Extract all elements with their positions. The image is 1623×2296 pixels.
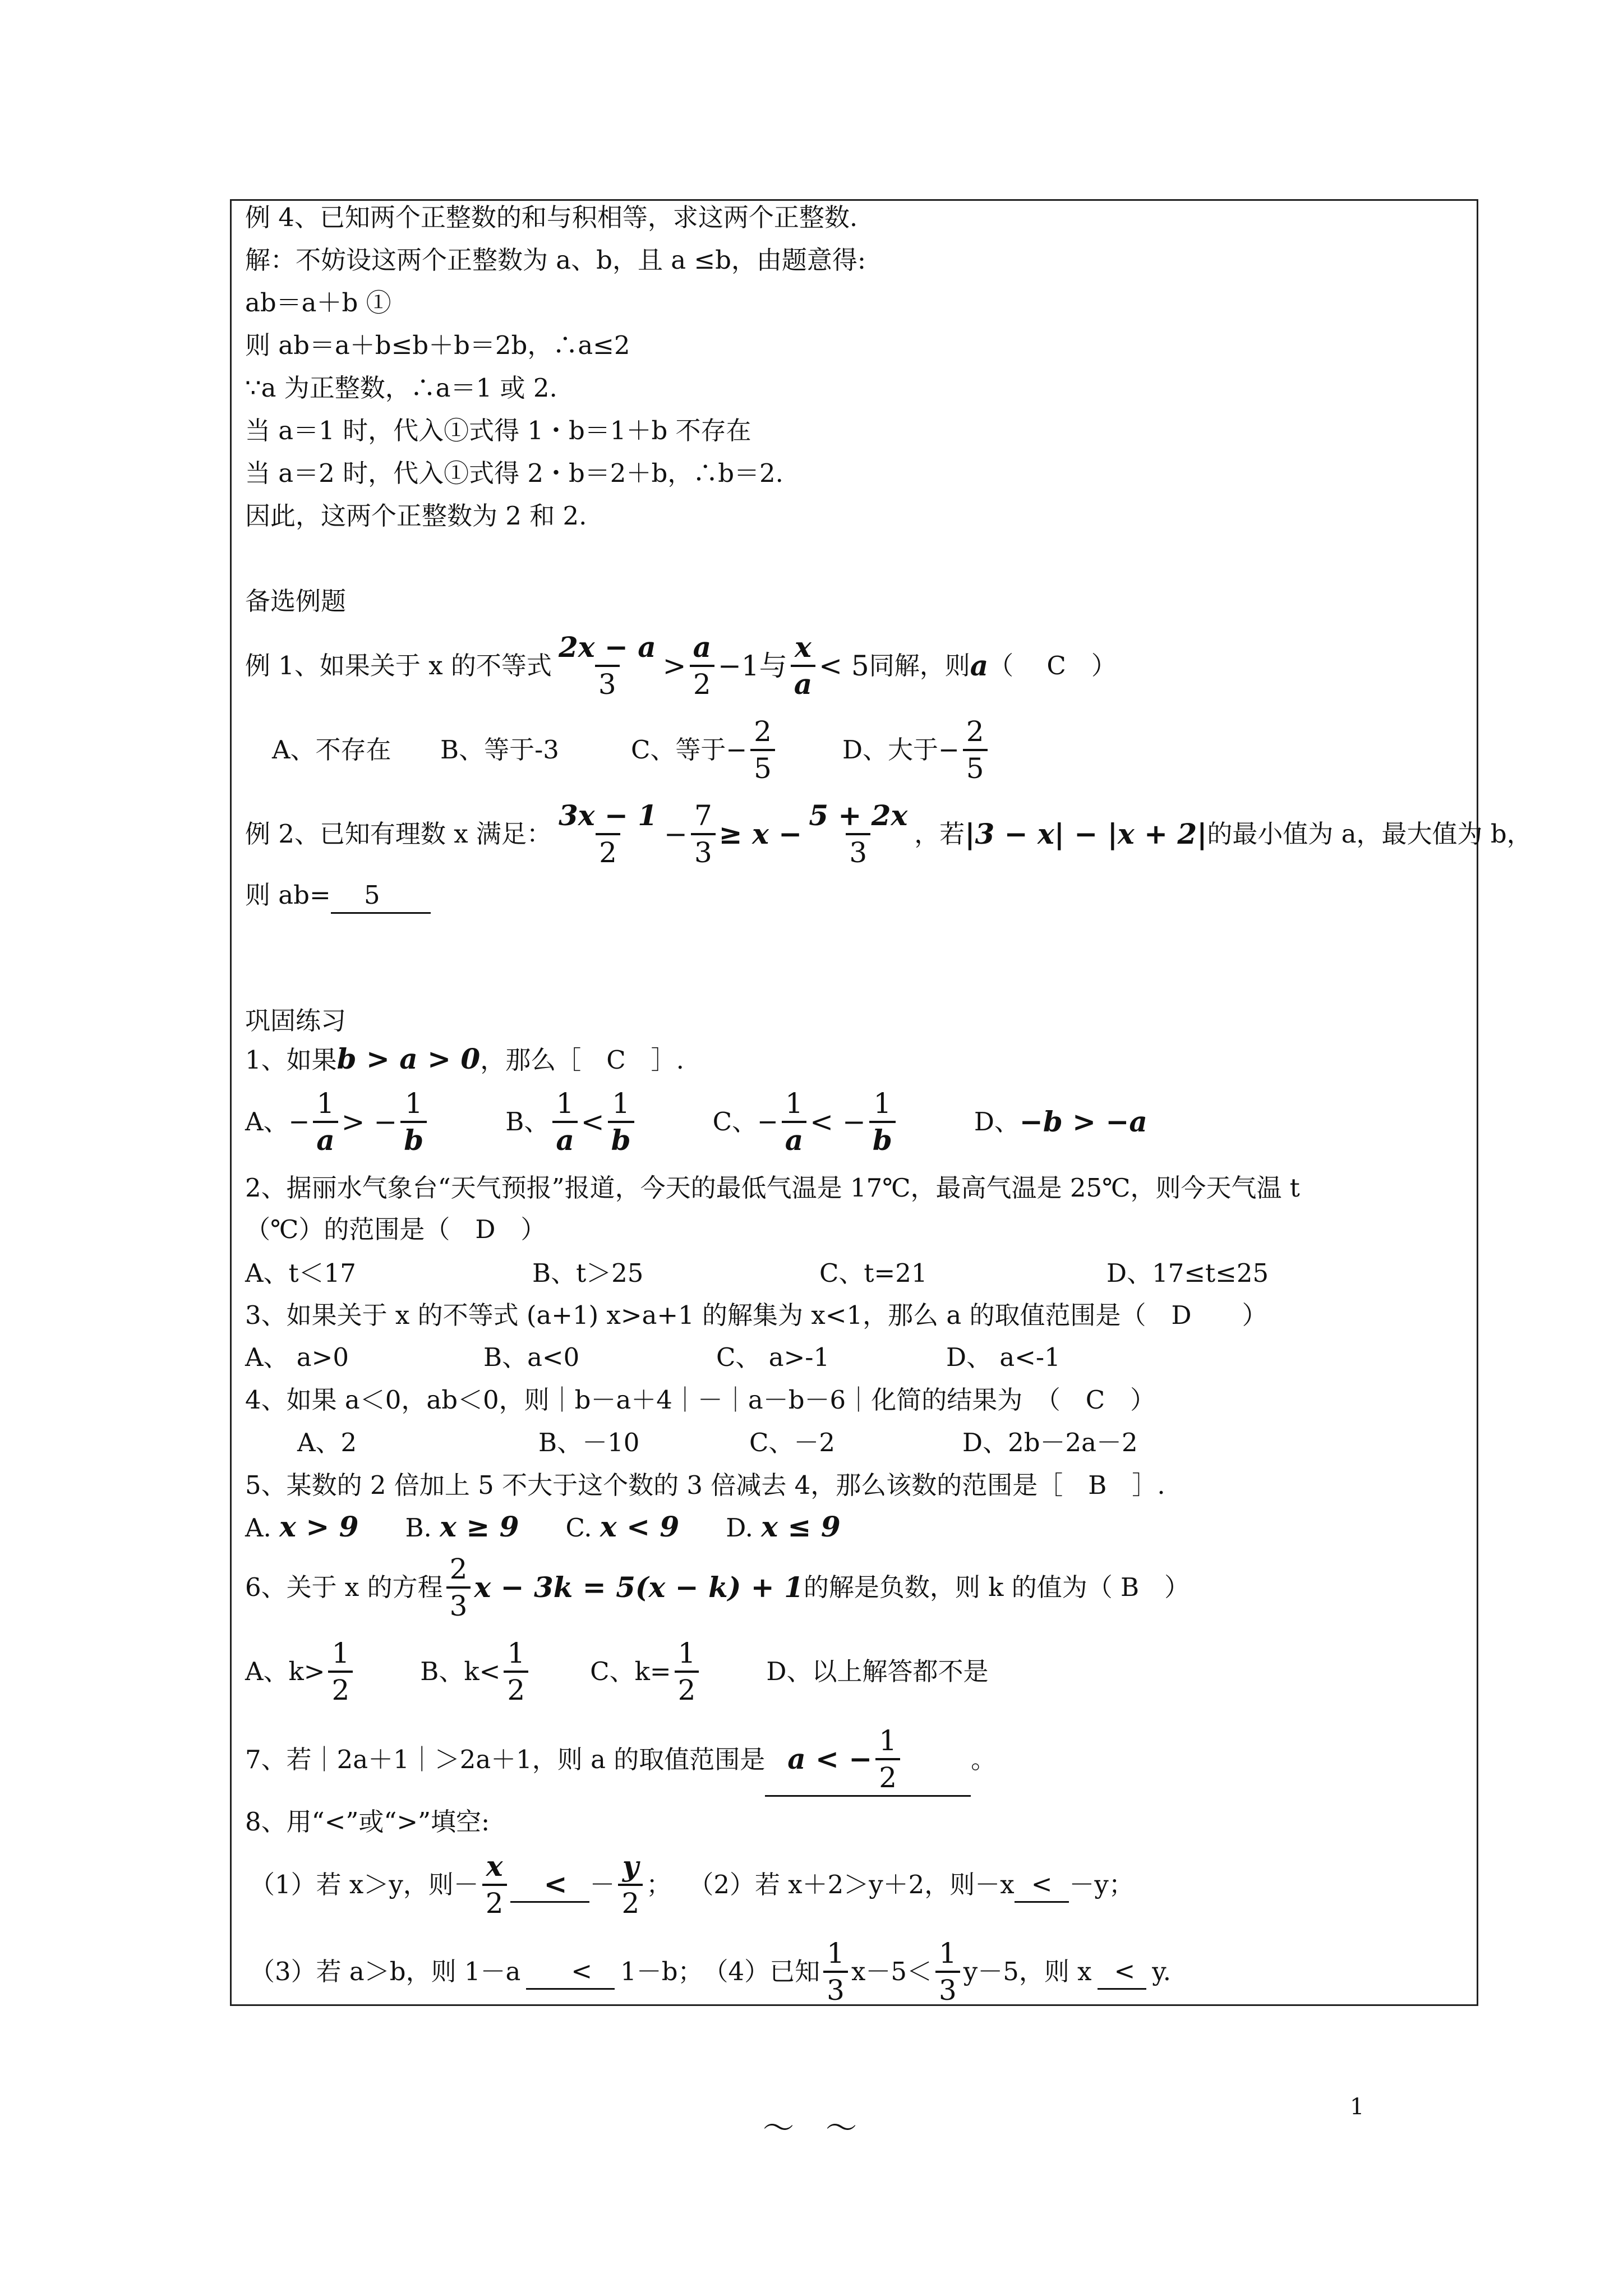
optional-example-2: 例 2、已知有理数 x 满足： $\frac{3x - 1}{2}$ − $\frac{7}{3}$ ≥ x − $\frac{5 + 2x}{3}$ ，若 |3 − x| − |x + 2| 的最小值为 a，最大值为 b， <box>245 799 1532 869</box>
q4-options: A、2 B、－10 C、－2 D、2b－2a－2 <box>297 1428 1138 1457</box>
ex4-line-6: 当 a＝1 时，代入①式得 1・b＝1＋b 不存在 <box>245 416 751 445</box>
ex4-line-5: ∵a 为正整数，∴a＝1 或 2. <box>245 373 557 403</box>
q7-stem: 7、若｜2a＋1｜＞2a＋1，则 a 的取值范围是 a < − $\frac{1}{2}$ 。 <box>245 1718 996 1802</box>
fraction: $\frac{7}{3}$ <box>691 798 716 870</box>
q8-stem: 8、用“<”或“>”填空: <box>245 1807 490 1837</box>
practice-heading: 巩固练习 <box>245 1006 347 1036</box>
fraction: $\frac{a}{2}$ <box>690 630 714 702</box>
fraction: $\frac{5 + 2x}{3}$ <box>809 799 908 869</box>
optional-example-1-options: A、不存在 B、等于-3 C、等于− $\frac{2}{5}$ D、大于− $\frac{2}{5}$ <box>272 708 991 792</box>
q8-row-2: （3）若 a＞b，则 1－a < 1－b； （4）已知 $\frac{1}{3}$ x－5＜ $\frac{1}{3}$ y－5，则 x < y. <box>250 1937 1171 2007</box>
answer-blank: < <box>1015 1867 1069 1903</box>
q2-options: A、t＜17 B、t＞25 C、t=21 D、17≤t≤25 <box>245 1258 1269 1288</box>
q6-options: A、k> $\frac{1}{2}$ B、k< $\frac{1}{2}$ C、k= $\frac{1}{2}$ D、以上解答都不是 <box>245 1637 989 1706</box>
ex4-line-4: 则 ab＝a＋b≤b＋b＝2b，∴a≤2 <box>245 330 630 360</box>
q3-options: A、 a>0 B、a<0 C、 a>-1 D、 a<-1 <box>245 1342 1061 1372</box>
fraction: $\frac{2}{5}$ <box>963 714 988 786</box>
footer-tilde: ～ ～ <box>763 2110 857 2147</box>
q4-stem: 4、如果 a＜0，ab＜0，则｜b－a＋4｜－｜a－b－6｜化简的结果为 （ C ） <box>245 1385 1156 1415</box>
ex4-line-7: 当 a＝2 时，代入①式得 2・b＝2＋b，∴b＝2. <box>245 458 783 488</box>
q5-stem: 5、某数的 2 倍加上 5 不大于这个数的 3 倍减去 4，那么该数的范围是［ B ］. <box>245 1470 1165 1500</box>
ex4-line-1: 例 4、已知两个正整数的和与积相等，求这两个正整数. <box>245 203 858 232</box>
q1-stem: 1、如果b > a > 0，那么［ C ］. <box>245 1042 684 1075</box>
answer-blank: a < − $\frac{1}{2}$ <box>765 1723 971 1797</box>
ex4-line-2: 解：不妨设这两个正整数为 a、b，且 a ≤b，由题意得: <box>245 245 866 275</box>
fraction: $\frac{2x - a}{3}$ <box>558 631 656 701</box>
answer-blank: < <box>510 1867 590 1903</box>
optional-example-2-answer: 则 ab= 5 <box>245 878 431 914</box>
ex4-line-8: 因此，这两个正整数为 2 和 2. <box>245 501 587 531</box>
q8-row-1: （1）若 x＞y，则－ $\frac{x}{2}$ < － $\frac{y}{2}$ ； （2）若 x＋2＞y＋2，则－x < －y； <box>250 1849 1134 1920</box>
q6-stem: 6、关于 x 的方程 $\frac{2}{3}$ x − 3k = 5(x − k) + 1 的解是负数，则 k 的值为（ B ） <box>245 1553 1190 1622</box>
fraction: $\frac{3x - 1}{2}$ <box>558 799 658 869</box>
answer-blank: < <box>1098 1954 1147 1990</box>
optional-example-1: 例 1、如果关于 x 的不等式 $\frac{2x - a}{3}$ > $\frac{a}{2}$ −1与 $\frac{x}{a}$ < 5 同解，则 a （ C ） <box>245 631 1117 701</box>
q2-line-2: （℃）的范围是（ D ） <box>245 1214 546 1244</box>
q1-options: A、− $\frac{1}{a}$ > − $\frac{1}{b}$ B、 $\frac{1}{a}$ < $\frac{1}{b}$ C、− $\frac{1}{a}$ < − $\frac{1}{b}$ D、 −b > −a <box>245 1087 1147 1157</box>
optional-heading: 备选例题 <box>245 586 347 616</box>
fraction: $\frac{2}{5}$ <box>750 714 775 786</box>
q5-options: A. x > 9 B. x ≥ 9 C. x < 9 D. x ≤ 9 <box>245 1510 841 1543</box>
q2-line-1: 2、据丽水气象台“天气预报”报道，今天的最低气温是 17℃，最高气温是 25℃，则今天气温 t <box>245 1173 1300 1203</box>
fraction: $\frac{x}{a}$ <box>791 630 815 702</box>
ex4-line-3: ab＝a＋b ① <box>245 288 391 318</box>
answer-blank: 5 <box>331 878 431 914</box>
page-number: 1 <box>1350 2094 1364 2120</box>
answer-blank: < <box>526 1954 615 1990</box>
q3-stem: 3、如果关于 x 的不等式 (a+1) x>a+1 的解集为 x<1，那么 a 的取值范围是（ D ） <box>245 1300 1267 1330</box>
